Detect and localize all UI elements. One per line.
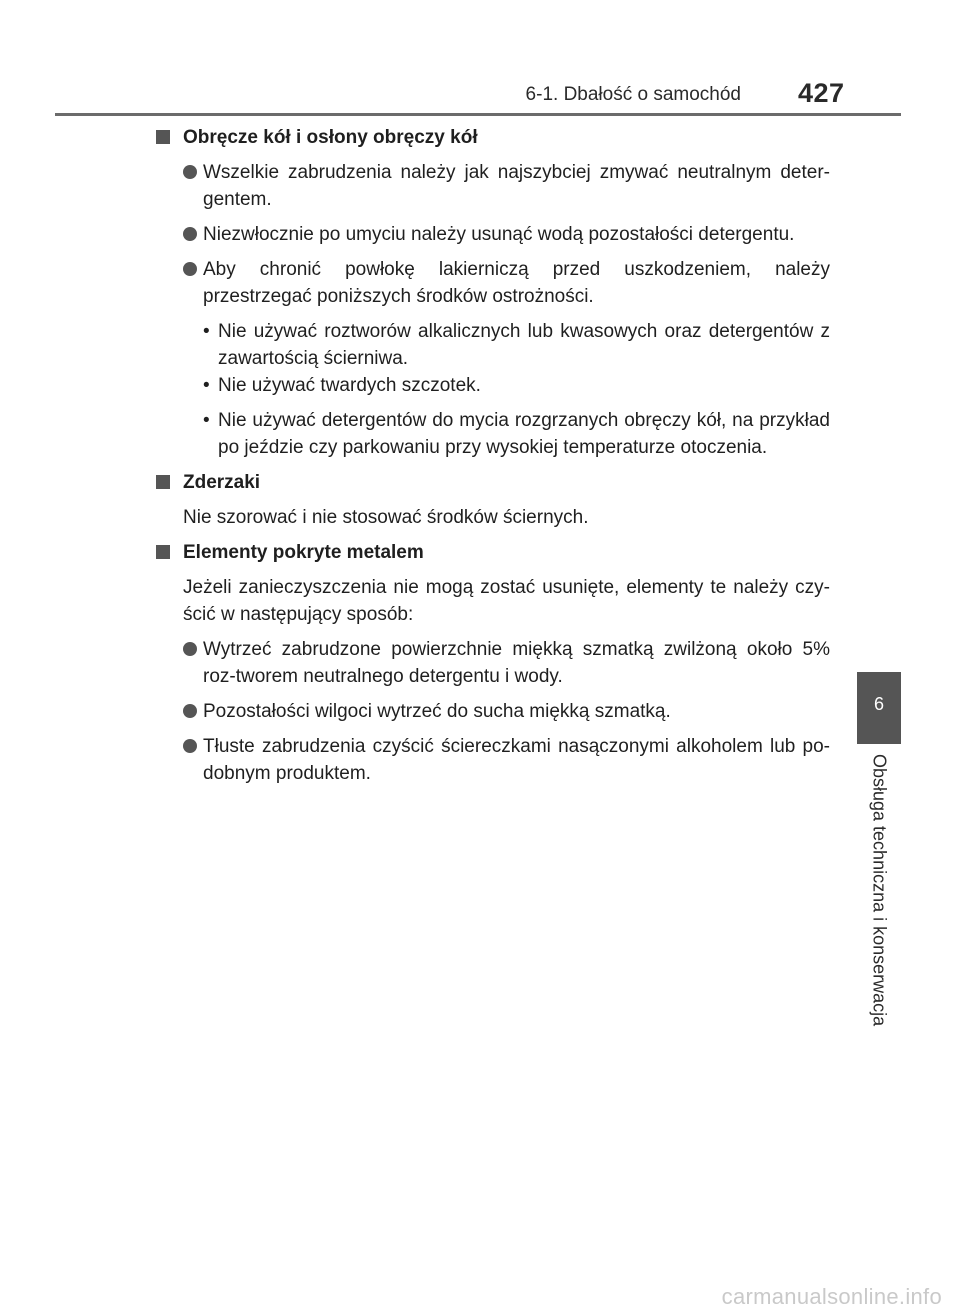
chapter-side-title	[857, 754, 901, 1054]
heading-text: Obręcze kół i osłony obręczy kół	[183, 127, 478, 148]
sub-list-item	[155, 318, 830, 372]
page-number: 427	[798, 78, 845, 108]
sub-bullet-mark: •	[203, 375, 210, 396]
square-bullet-icon	[156, 475, 170, 489]
round-bullet-icon	[183, 739, 197, 753]
list-item-text: Wszelkie zabrudzenia należy jak najszybciej zmywać neutralnym deter-gentem.	[203, 162, 830, 210]
section-heading	[155, 539, 830, 566]
chapter-number: 6	[873, 694, 884, 714]
list-item	[155, 256, 830, 310]
sub-list-item	[155, 372, 830, 399]
list-item	[155, 636, 830, 690]
round-bullet-icon	[183, 227, 197, 241]
chapter-title-text: Obsługa techniczna i konserwacja	[869, 754, 890, 1027]
list-item	[155, 221, 830, 248]
list-item	[155, 698, 830, 725]
sub-item-text: Nie używać detergentów do mycia rozgrzanych obręczy kół, na przykład po jeździe czy parkowaniu przy wysokiej temperaturze otoczenia.	[218, 410, 830, 458]
watermark: carmanualsonline.info	[721, 1284, 942, 1309]
sub-bullet-mark: •	[203, 410, 210, 431]
list-item-text: Wytrzeć zabrudzone powierzchnie miękką szmatką zwilżoną około 5% roz-tworem neutralnego detergentu i wody.	[203, 639, 830, 687]
round-bullet-icon	[183, 262, 197, 276]
round-bullet-icon	[183, 165, 197, 179]
square-bullet-icon	[156, 130, 170, 144]
sub-bullet-mark: •	[203, 321, 210, 342]
list-item-text: Niezwłocznie po umyciu należy usunąć wodą pozostałości detergentu.	[203, 224, 795, 245]
heading-text: Elementy pokryte metalem	[183, 542, 424, 563]
paragraph: Jeżeli zanieczyszczenia nie mogą zostać usunięte, elementy te należy czy-ścić w następujący sposób:	[183, 577, 830, 625]
round-bullet-icon	[183, 642, 197, 656]
page-content	[155, 124, 830, 795]
section-heading	[155, 469, 830, 496]
sub-list-item	[155, 407, 830, 461]
paragraph: Nie szorować i nie stosować środków ściernych.	[183, 507, 589, 528]
list-item-text: Tłuste zabrudzenia czyścić ściereczkami nasączonymi alkoholem lub po-dobnym produktem.	[203, 736, 830, 784]
header-section-title: 6-1. Dbałość o samochód	[525, 84, 741, 105]
header-rule	[55, 113, 901, 116]
sub-item-text: Nie używać roztworów alkalicznych lub kwasowych oraz detergentów z zawartością ścierniwa.	[218, 321, 830, 369]
chapter-tab	[857, 672, 901, 744]
section-heading	[155, 124, 830, 151]
round-bullet-icon	[183, 704, 197, 718]
list-item	[155, 159, 830, 213]
sub-item-text: Nie używać twardych szczotek.	[218, 375, 481, 396]
list-item	[155, 733, 830, 787]
heading-text: Zderzaki	[183, 472, 261, 493]
list-item-text: Pozostałości wilgoci wytrzeć do sucha miękką szmatką.	[203, 701, 671, 722]
list-item-text: Aby chronić powłokę lakierniczą przed uszkodzeniem, należy przestrzegać poniższych środków ostrożności.	[203, 259, 830, 307]
square-bullet-icon	[156, 545, 170, 559]
